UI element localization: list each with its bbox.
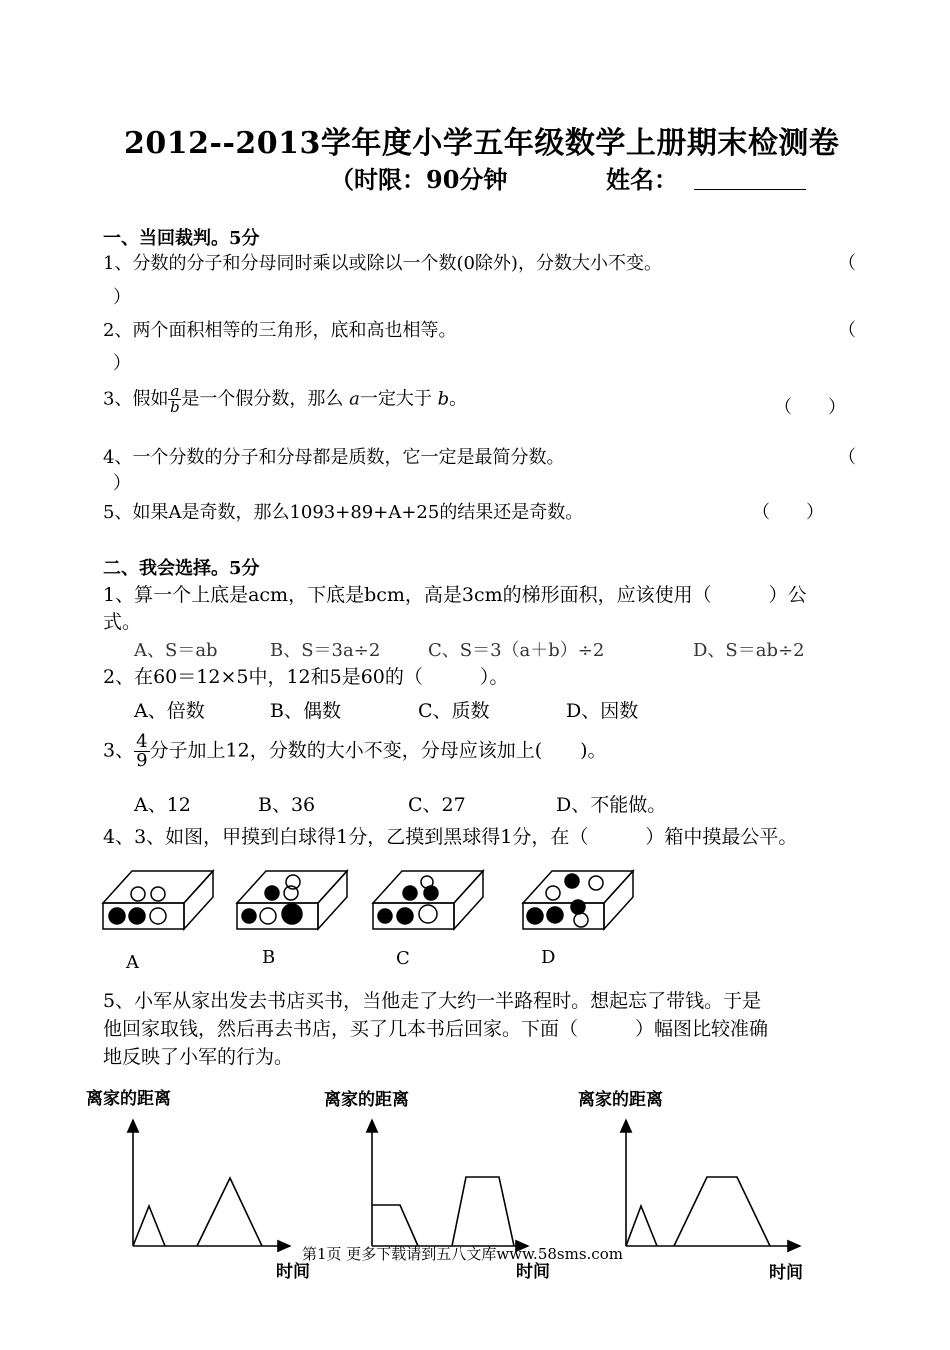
s1-q3-prefix: 3、假如: [103, 388, 169, 410]
box-label-c: C: [396, 948, 410, 969]
graph2-y-label: 离家的距离: [324, 1090, 409, 1110]
s1-q3-var-b: b: [437, 388, 450, 410]
graph-1[interactable]: [133, 1120, 290, 1246]
page-title: 2012--2013学年度小学五年级数学上册期末检测卷: [124, 126, 840, 161]
box-d[interactable]: [523, 871, 633, 929]
graph3-y-label: 离家的距离: [578, 1090, 663, 1110]
s1-q3-var-a: a: [349, 388, 360, 410]
s1-q3-fraction: [168, 384, 181, 415]
s1-q1-text: 1、分数的分子和分母同时乘以或除以一个数(0除外)，分数大小不变。: [103, 253, 662, 274]
fraction-denominator: 9: [136, 750, 148, 771]
fraction-denominator: b: [170, 398, 180, 416]
graph-2[interactable]: [372, 1120, 528, 1246]
s1-q2-paren-close[interactable]: ）: [113, 353, 131, 374]
s2-q1-option-a[interactable]: A、S＝ab: [134, 640, 218, 661]
s2-q5-line1: 5、小军从家出发去书店买书，当他走了大约一半路程时。想起忘了带钱。于是: [103, 990, 762, 1012]
fraction-numerator: 4: [136, 731, 148, 752]
graph1-x-label: 时间: [276, 1262, 310, 1282]
distance-graphs: [0, 1100, 950, 1300]
s2-q3-option-d[interactable]: D、不能做。: [556, 794, 667, 816]
s2-q3-line: [103, 733, 607, 770]
s2-q1-line1: 1、算一个上底是acm，下底是bcm，高是3cm的梯形面积，应该使用（ ）公: [103, 584, 807, 606]
fraction-numerator: a: [170, 382, 180, 400]
s2-q1-line2: 式。: [103, 611, 142, 633]
box-c[interactable]: [373, 871, 483, 929]
s1-q3-end: 。: [449, 388, 468, 410]
box-label-b: B: [262, 947, 276, 968]
s2-q3-option-c[interactable]: C、27: [408, 794, 466, 816]
s2-q2-option-c[interactable]: C、质数: [418, 700, 490, 722]
time-limit: （时限：90分钟: [330, 165, 508, 194]
box-label-a: A: [126, 952, 139, 973]
graph-3[interactable]: [626, 1120, 800, 1246]
s2-q5-line2: 他回家取钱，然后再去书店，买了几本书后回家。下面（ ）幅图比较准确: [103, 1018, 769, 1040]
name-label: 姓名：: [606, 165, 678, 194]
graph2-x-label: 时间: [516, 1262, 550, 1282]
box-a[interactable]: [103, 871, 213, 929]
s2-q3-fraction: [134, 733, 149, 770]
s2-q2-option-a[interactable]: A、倍数: [134, 700, 205, 722]
s2-q1-option-d[interactable]: D、S＝ab÷2: [693, 640, 805, 661]
s1-q4-paren-open[interactable]: （: [838, 447, 856, 468]
s2-q3-option-b[interactable]: B、36: [258, 794, 316, 816]
s1-q1-paren-open[interactable]: （: [838, 253, 856, 274]
s2-q1-option-c[interactable]: C、S＝3（a＋b）÷2: [428, 640, 605, 661]
s2-q2-option-b[interactable]: B、偶数: [270, 700, 341, 722]
graph3-x-label: 时间: [769, 1263, 803, 1283]
name-blank-line[interactable]: [694, 189, 806, 190]
s2-q5-line3: 地反映了小军的行为。: [103, 1046, 294, 1068]
s1-q2-text: 2、两个面积相等的三角形，底和高也相等。: [103, 320, 457, 341]
s2-q4-text: 4、3、如图，甲摸到白球得1分，乙摸到黑球得1分，在（ ）箱中摸最公平。: [103, 826, 798, 848]
s2-q3-option-a[interactable]: A、12: [134, 794, 191, 816]
s2-q2-option-d[interactable]: D、因数: [566, 700, 639, 722]
s1-q4-paren-close[interactable]: ）: [113, 473, 131, 494]
box-label-d: D: [541, 947, 556, 968]
s1-q4-text: 4、一个分数的分子和分母都是质数，它一定是最简分数。: [103, 447, 565, 468]
s2-q3-text: 分子加上12，分数的大小不变，分母应该加上( )。: [149, 739, 607, 762]
s2-q2-text: 2、在60＝12×5中，12和5是60的（ ）。: [103, 666, 509, 688]
s1-q3-paren[interactable]: （ ）: [774, 397, 846, 418]
s1-q5-paren[interactable]: （ ）: [752, 502, 824, 523]
s2-q1-option-b[interactable]: B、S＝3a÷2: [270, 640, 381, 661]
s1-q1-paren-close[interactable]: ）: [113, 287, 131, 308]
s1-q5-text: 5、如果A是奇数，那么1093+89+A+25的结果还是奇数。: [103, 502, 584, 523]
s1-q3-middle2: 一定大于: [359, 388, 432, 410]
section2-heading: 二、我会选择。5分: [103, 558, 260, 579]
s2-q3-prefix: 3、: [103, 739, 135, 762]
page-footer: 第1页 更多下载请到五八文库www.58sms.com: [302, 1245, 623, 1263]
ball-boxes-figure: [95, 855, 655, 975]
s1-q3-middle: 是一个假分数，那么: [181, 388, 344, 410]
section1-heading: 一、当回裁判。5分: [103, 228, 260, 249]
graph1-y-label: 离家的距离: [86, 1089, 171, 1109]
box-b[interactable]: [237, 871, 347, 929]
s1-q2-paren-open[interactable]: （: [838, 320, 856, 341]
s1-q3-line: [103, 384, 467, 415]
